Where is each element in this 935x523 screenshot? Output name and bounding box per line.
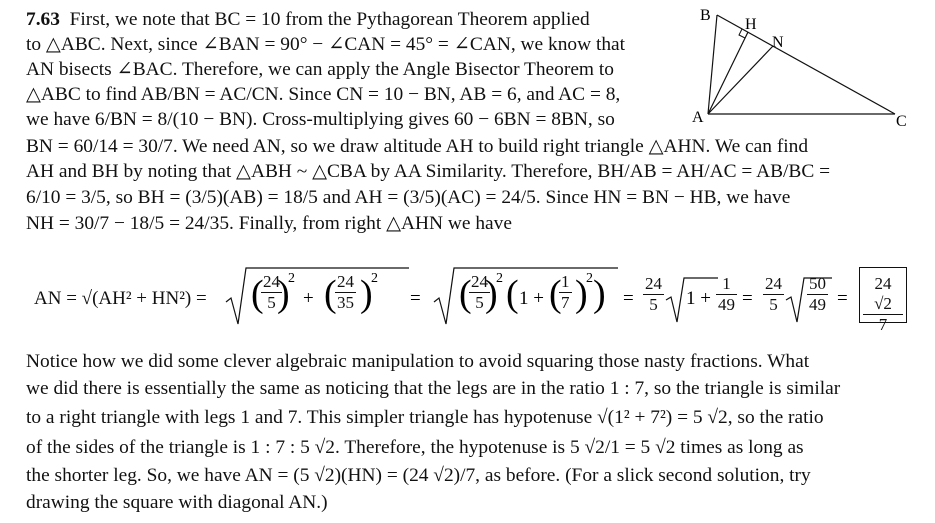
fraction: $\frac{1}{49}$	[718, 274, 735, 314]
fraction: $\frac{24}{5}$	[645, 274, 662, 314]
text-line: the shorter leg. So, we have AN = (5 √2)(HN) = (24 √2)/7, as before. (For a slick second solution, try	[26, 465, 811, 486]
svg-text:2: 2	[496, 271, 503, 286]
text-line: we have 6/BN = 8/(10 − BN). Cross-multiplying gives 60 − 6BN = 8BN, so	[26, 109, 615, 130]
text-line-15	[26, 491, 328, 515]
svg-text:): )	[575, 273, 588, 315]
text-line: Notice how we did some clever algebraic manipulation to avoid squaring those nasty fractions. What	[26, 351, 810, 372]
label-n: N	[772, 34, 784, 51]
text-line: drawing the square with diagonal AN.)	[26, 492, 328, 513]
text-line-8	[26, 186, 790, 210]
text-line: First, we note that BC = 10 from the Pythagorean Theorem applied	[69, 9, 590, 30]
fraction: $\frac{24}{35}$	[337, 272, 354, 312]
text-line-9	[26, 212, 512, 236]
svg-text:): )	[360, 273, 373, 315]
svg-text:=: =	[410, 288, 421, 309]
problem-number: 7.63	[26, 9, 60, 30]
label-a: A	[692, 109, 704, 126]
fraction: $\frac{50}{49}$	[809, 274, 826, 314]
svg-text:): )	[277, 273, 290, 315]
text-line: we did there is essentially the same as noticing that the legs are in the ratio 1 : 7, so the triangle is similar	[26, 378, 841, 399]
label-b: B	[700, 7, 711, 24]
text-line-4	[26, 83, 620, 107]
svg-text:): )	[485, 273, 498, 315]
fraction: $\frac{24}{5}$	[263, 272, 280, 312]
text-line-5	[26, 108, 615, 132]
text-line-12	[26, 406, 824, 430]
answer-box	[859, 267, 907, 334]
text-line: AN bisects ∠BAC. Therefore, we can apply the Angle Bisector Theorem to	[26, 59, 614, 80]
text-line: △ABC to find AB/BN = AC/CN. Since CN = 10 − BN, AB = 6, and AC = 8,	[26, 84, 621, 105]
svg-text:(: (	[549, 273, 562, 315]
fraction: $\frac{1}{7}$	[561, 272, 570, 312]
text-line-10	[26, 350, 809, 374]
text-line-2	[26, 33, 625, 57]
label-c: C	[896, 113, 907, 129]
label-h: H	[745, 16, 757, 33]
text-line-7	[26, 160, 830, 184]
svg-text:+: +	[303, 288, 314, 309]
svg-text:(: (	[324, 273, 337, 315]
svg-text:(: (	[251, 273, 264, 315]
text-line: to △ABC. Next, since ∠BAN = 90° − ∠CAN = 45° = ∠CAN, we know that	[26, 34, 626, 55]
triangle-figure	[690, 4, 920, 129]
text-line: to a right triangle with legs 1 and 7. This simpler triangle has hypotenuse √(1² + 7²) = 5 √2, so the ratio	[26, 407, 824, 428]
svg-text:(: (	[506, 273, 519, 315]
text-line-14	[26, 464, 811, 488]
text-line-11	[26, 377, 840, 401]
svg-text:): )	[593, 273, 606, 315]
equation-lhs: AN = √(AH² + HN²) =	[34, 288, 207, 309]
svg-text:2: 2	[586, 271, 593, 286]
svg-text:=: =	[837, 288, 848, 309]
equation	[26, 262, 926, 332]
segment-an	[708, 46, 773, 114]
svg-text:2: 2	[371, 271, 378, 286]
svg-text:1 +: 1 +	[519, 288, 544, 309]
segment-bc	[717, 15, 895, 114]
text-line-1	[26, 8, 590, 32]
svg-text:=: =	[742, 288, 753, 309]
svg-text:2: 2	[288, 271, 295, 286]
svg-text:(: (	[459, 273, 472, 315]
text-line: NH = 30/7 − 18/5 = 24/35. Finally, from right △AHN we have	[26, 213, 512, 234]
svg-text:1 +: 1 +	[686, 288, 711, 309]
text-line: BN = 60/14 = 30/7. We need AN, so we draw altitude AH to build right triangle △AHN. We can find	[26, 136, 809, 157]
svg-text:=: =	[623, 288, 634, 309]
text-line: AH and BH by noting that △ABH ~ △CBA by AA Similarity. Therefore, BH/AB = AH/AC = AB/BC =	[26, 161, 831, 182]
text-line: 6/10 = 3/5, so BH = (3/5)(AB) = 18/5 and AH = (3/5)(AC) = 24/5. Since HN = BN − HB, we have	[26, 187, 791, 208]
text-line-3	[26, 58, 614, 82]
fraction: $\frac{24}{5}$	[471, 272, 488, 312]
answer-fraction: $\frac{24 √2}{7}$	[863, 274, 903, 335]
fraction: $\frac{24}{5}$	[765, 274, 782, 314]
text-line-13	[26, 436, 804, 460]
text-line-6	[26, 135, 808, 159]
text-line: of the sides of the triangle is 1 : 7 : 5 √2. Therefore, the hypotenuse is 5 √2/1 = 5 √2 times as long as	[26, 437, 804, 458]
